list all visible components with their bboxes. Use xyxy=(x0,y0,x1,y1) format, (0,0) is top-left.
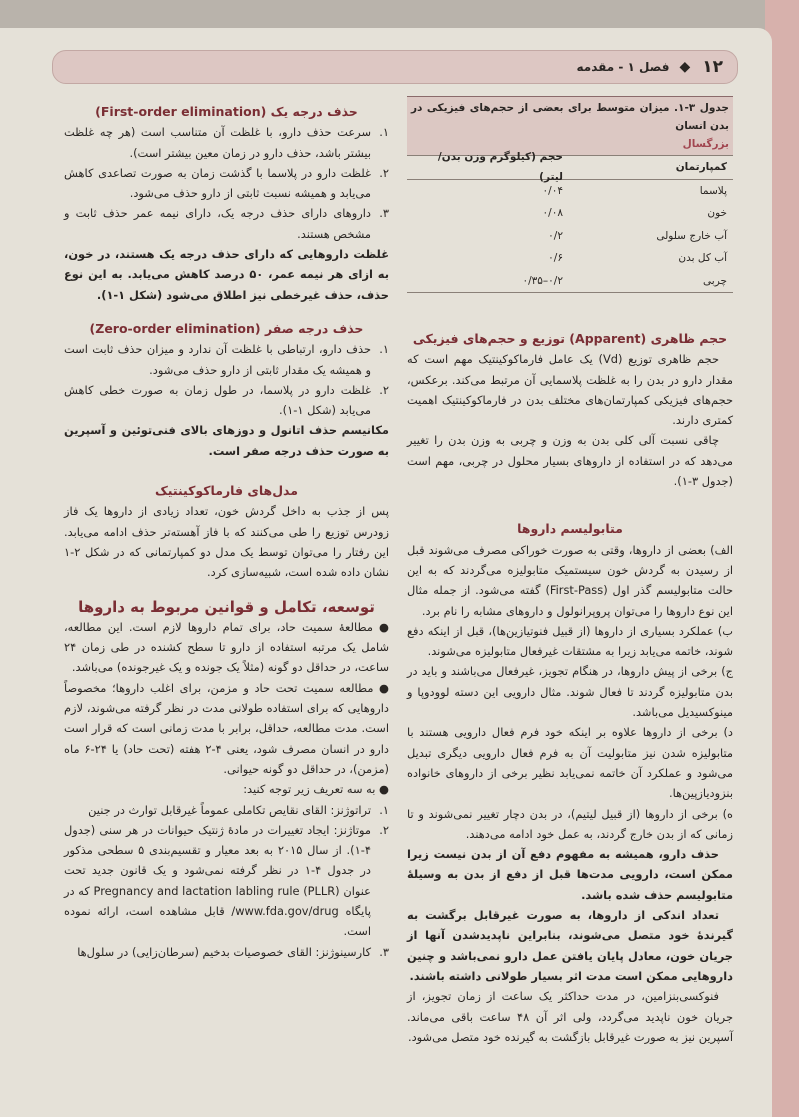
paragraph: فنوکسی‌بنزامین، در مدت حداکثر یک ساعت از زمان تجویز، از جریان خون ناپدید می‌گردد، ولی اثر آن ۴۸ ساعت باقی می‌ماند. آسپرین نیز به صورت غیرقابل بازگشت به گیرنده خود متصل می‌شود. xyxy=(407,989,733,1044)
table-cell: ۰/۲–۰/۳۵ xyxy=(522,274,563,287)
paragraph: د) برخی از داروها علاوه بر اینکه خود فرم فعال دارویی هستند با متابولیزه شدن نیز متابولیت آن به فرم فعال دارویی دیگری تبدیل می‌شود و عملکرد آن خاتمه نمی‌یابد نظیر برخی از داروهای خانواده بنزودیازپین‌ها. xyxy=(407,725,733,801)
paragraph: ه) برخی از داروها (از قبیل لیتیم)، در بدن دچار تغییر نمی‌شوند و تا زمانی که از بدن خارج گردند، به عمل خود ادامه می‌دهند. xyxy=(407,806,733,841)
table-cell: خون xyxy=(707,207,727,220)
table-cell: ۰/۶ xyxy=(548,252,563,265)
paragraph: حجم ظاهری توزیع (Vd) یک عامل فارماکوکینتیک مهم است که مقدار دارو در بدن را به غلظت پلاسمایی آن مرتبط می‌کند. برعکس، حجم‌های فیزیکی کمپارتمان‌های مختلف بدن در فارماکوکینتیک اهمیت کمتری دارند. xyxy=(407,352,733,428)
table-cell: ۰/۰۸ xyxy=(542,207,563,220)
page-number: ۱۲ xyxy=(702,57,723,77)
table-cell: ۰/۰۴ xyxy=(542,184,563,197)
note-paragraph: مکانیسم حذف اتانول و دوزهای بالای فنی‌توئین و آسپرین به صورت حذف درجه صفر است. xyxy=(64,423,389,458)
list-item: ۳. داروهای دارای حذف درجه یک، دارای نیمه عمر حذف ثابت و مشخص هستند. xyxy=(64,206,389,241)
table-cell: آب خارج سلولی xyxy=(656,229,727,242)
list-item: ۲. غلظت دارو در پلاسما با گذشت زمان به صورت تصاعدی کاهش می‌یابد و همیشه نسبت ثابتی از دارو حذف می‌شود. xyxy=(64,165,389,201)
bullet-paragraph: ● مطالعه سمیت تحت حاد و مزمن، برای اغلب داروها؛ مخصوصاً داروهایی که برای استفاده طولانی مدت در نظر گرفته می‌شوند، لازم است. مدت مطالعه، حداقل، برابر با مدت زمانی است که قرار است دارو در انسان مصرف شود، یعنی ۴-۲ هفته (تحت حاد) یا ۲۴-۶ ماه (مزمن)، در حداقل دو گونه حیوانی. xyxy=(64,680,389,776)
table-cell: ۰/۲ xyxy=(548,229,563,242)
table-cell: آب کل بدن xyxy=(678,252,727,265)
table-row xyxy=(407,202,733,225)
chapter-title: فصل ۱ - مقدمه xyxy=(576,60,670,74)
table-row xyxy=(407,247,733,270)
right-column xyxy=(407,96,733,1047)
bullet-paragraph: ● به سه تعریف زیر توجه کنید: xyxy=(243,782,389,797)
table-header-cell: حجم (کیلوگرم وزن بدن/ لیتر) xyxy=(437,150,563,184)
list-item: ۱. تراتوژنز: القای نقایص تکاملی عموماً غیرقابل توارث در جنین xyxy=(88,802,389,817)
paragraph: الف) بعضی از داروها، وقتی به صورت خوراکی مصرف می‌شوند قبل از رسیدن به گردش خون سیستمیک متابولیزه می‌گردند که به این حالت متابولیسم گذر اول (First-Pass) گفته می‌شود. از جمله مثال این نوع داروها را می‌توان پروپرانولول و داروهای مشابه را نام برد. xyxy=(407,542,733,618)
table-row xyxy=(407,180,733,203)
bullet-paragraph: ● مطالعهٔ سمیت حاد، برای تمام داروها لازم است. این مطالعه، شامل یک مرتبه استفاده از دارو تا سطح کشنده در طی زمان ۲۴ ساعت، در حداقل دو گونه (مثلاً یک جونده و یک غیرجونده) می‌باشد. xyxy=(64,619,389,675)
section-title-metabolism: متابولیسم داروها xyxy=(517,521,623,537)
diamond-icon: ◆ xyxy=(679,59,691,75)
list-item: ۳. کارسینوژنز: القای خصوصیات بدخیم (سرطان‌زایی) در سلول‌ها xyxy=(77,944,389,959)
page-header xyxy=(52,50,738,84)
section-title-first-order: حذف درجه یک (First-order elimination) xyxy=(95,104,358,119)
table-row xyxy=(407,225,733,248)
table-cell: پلاسما xyxy=(699,184,727,197)
paragraph: ج) برخی از پیش داروها، در هنگام تجویز، غیرفعال می‌باشند و باید در بدن متابولیزه گردند تا فعال شوند. مثال دارویی این دسته لوودوپا و مینوکسیدیل می‌باشد. xyxy=(407,664,733,720)
volume-table xyxy=(407,96,733,293)
table-cell: چربی xyxy=(703,274,727,287)
note-paragraph: غلظت داروهایی که دارای حذف درجه یک هستند، در خون، به ازای هر نیمه عمر، ۵۰ درصد کاهش می‌یابد. به این نوع حذف، حذف غیرخطی نیز اطلاق می‌شود (شکل ۱-۱). xyxy=(64,247,389,302)
section-title-models: مدل‌های فارماکوکینتیک xyxy=(154,483,299,499)
section-title-development: توسعه، تکامل و قوانین مربوط به داروها xyxy=(78,597,375,616)
section-title-apparent: حجم ظاهری (Apparent) توزیع و حجم‌های فیزیکی xyxy=(412,331,728,346)
note-paragraph: حذف دارو، همیشه به مفهوم دفع آن از بدن نیست زیرا ممکن است، دارویی مدت‌ها قبل از دفع از بدن به وسیلهٔ متابولیسم حذف شده باشد. xyxy=(407,847,733,902)
table-header-row xyxy=(407,150,733,184)
list-item: ۲. غلظت دارو در پلاسما، در طول زمان به صورت خطی کاهش می‌یابد (شکل ۱-۱). xyxy=(64,382,389,418)
list-item: ۱. سرعت حذف دارو، با غلظت آن متناسب است (هر چه غلظت بیشتر باشد، حذف دارو در زمان معین بیشتر است). xyxy=(64,125,389,160)
list-item: ۲. موتاژنز: ایجاد تغییرات در مادهٔ ژنتیک حیوانات در هر سنی (جدول ۴-۱). از سال ۲۰۱۵ به بعد معیار و تقسیم‌بندی ۵ سطحی مذکور در جدول ۴-۱ در نظر گرفته نمی‌شود و یک قانون جدید تحت عنوان Pregnancy and lactation labling rule (PLLR) که در پایگاه www.fda.gov/drug/ قابل مشاهده است، ارائه نموده است. xyxy=(64,822,389,939)
paragraph: پس از جذب به داخل گردش خون، تعداد زیادی از داروها یک فاز زودرس توزیع را طی می‌کنند که با فاز آهسته‌تر حذف ادامه می‌یابد. این رفتار را می‌توان توسط یک مدل دو کمپارتمانی که در شکل ۲-۱ نشان داده شده است، شبیه‌سازی کرد. xyxy=(64,504,389,580)
paragraph: ب) عملکرد بسیاری از داروها (از قبیل فنوتیازین‌ها)، قبل از اینکه دفع شوند، خاتمه می‌یابد زیرا به مشتقات غیرفعال متابولیزه می‌شوند. xyxy=(407,623,733,659)
table-header-cell: کمپارتمان xyxy=(675,161,727,174)
table-caption: جدول ۳-۱. میزان متوسط برای بعضی از حجم‌های فیزیکی در بدن انسان xyxy=(411,102,729,132)
left-column xyxy=(64,102,389,962)
table-row xyxy=(407,270,733,294)
section-title-zero-order: حذف درجه صفر (Zero-order elimination) xyxy=(89,320,364,336)
paragraph: چاقی نسبت آلی کلی بدن به وزن و چربی به وزن بدن را تغییر می‌دهد که در استفاده از داروهای بسیار محلول در چربی، مهم است (جدول ۳-۱). xyxy=(407,433,733,489)
list-item: ۱. حذف دارو، ارتباطی با غلظت آن ندارد و میزان حذف ثابت است و همیشه یک مقدار ثابتی از دارو حذف می‌شود. xyxy=(64,342,389,377)
table-subcaption: بزرگسال xyxy=(682,138,729,150)
note-paragraph: تعداد اندکی از داروها، به صورت غیرقابل برگشت به گیرندهٔ خود متصل می‌شوند، بنابراین ناپدیدشدن آنها از جریان خون، معادل پایان یافتن عمل دارو نمی‌باشد و چنین داروهایی ممکن است مدت اثر بسیار طولانی داشته باشند. xyxy=(407,908,733,983)
